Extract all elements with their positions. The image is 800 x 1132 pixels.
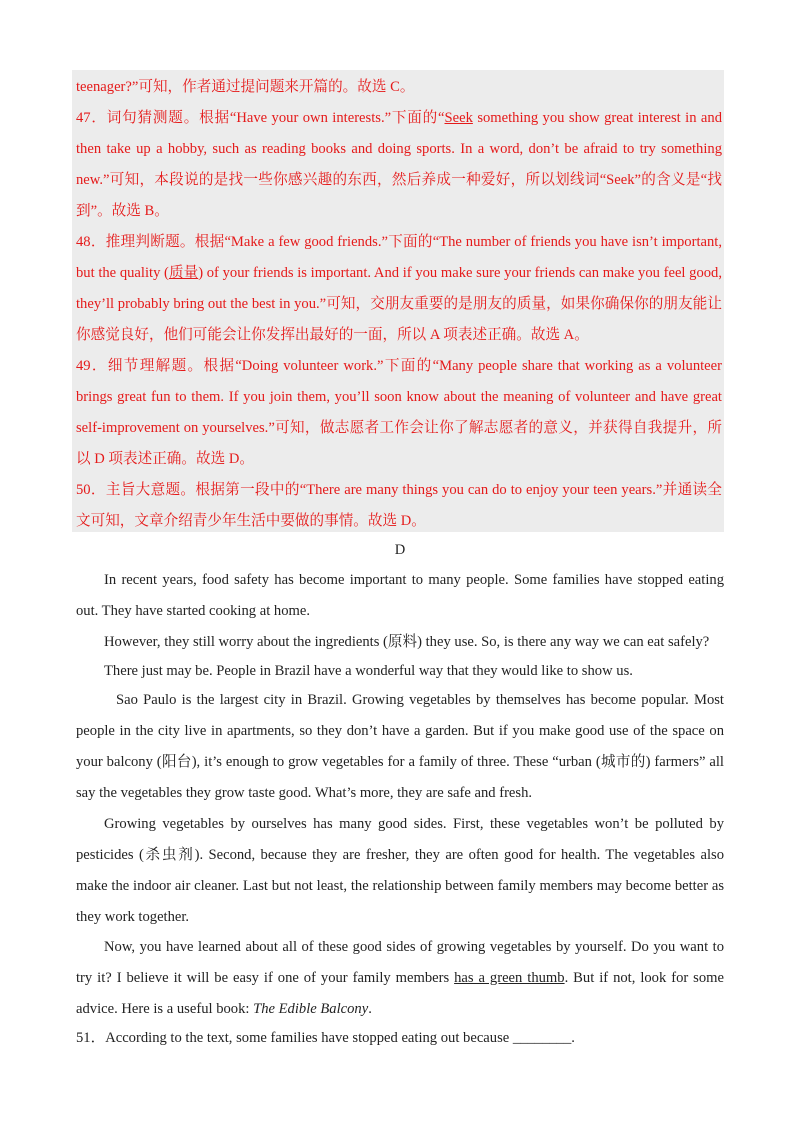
passage-paragraph-5: Growing vegetables by ourselves has many good sides. First, these vegetables won’t be polluted by pesticides (杀虫剂). Second, because they are fresher, they are often good for health. The vegetables also make the indoor air cleaner. Last but not least, the relationship between family members may become better as they work together. xyxy=(76,816,724,925)
answer-49: 49．细节理解题。根据“Doing volunteer work.”下面的“Many people share that working as a volunteer brings great fun to them. If you join them, you’ll soon know about the meaning of volunteer and have great self-improvement on yourselves.”可知，做志愿者工作会让你了解志愿者的意义，并获得自我提升，所以 D 项表述正确。故选 D。 xyxy=(76,358,722,467)
passage-paragraph-2: However, they still worry about the ingredients (原料) they use. So, is there any way we can eat safely? xyxy=(104,634,710,650)
passage-paragraph-6 xyxy=(76,932,724,1025)
answer-48 xyxy=(76,227,722,351)
answer-47-pre: 47．词句猜测题。根据“Have your own interests.”下面的“ xyxy=(76,110,445,126)
answer-47-underlined-word: Seek xyxy=(444,110,473,126)
paragraph-6-mid: . But if not, look for some advice. Here is a useful book: xyxy=(76,970,724,1017)
paragraph-6-pre: Now, you have learned about all of these good sides of growing vegetables by yourself. Do you want to try it? I believe it will be easy if one of your family members xyxy=(76,939,724,986)
passage-title: D xyxy=(394,542,406,558)
passage-paragraph-3: There just may be. People in Brazil have a wonderful way that they would like to show us. xyxy=(104,663,633,679)
passage-paragraph-4: Sao Paulo is the largest city in Brazil. Growing vegetables by themselves has become popular. Most people in the city live in apartments, so they don’t have a garden. But if you make good use of the space on your balcony (阳台), it’s enough to grow vegetables for a family of three. These “urban (城市的) farmers” all say the vegetables they grow taste good. What’s more, they are safe and fresh. xyxy=(76,692,724,801)
book-title: The Edible Balcony xyxy=(253,1001,369,1017)
passage-paragraph-1: In recent years, food safety has become important to many people. Some families have stopped eating out. They have started cooking at home. xyxy=(76,572,724,619)
answer-50: 50．主旨大意题。根据第一段中的“There are many things you can do to enjoy your teen years.”并通读全文可知，文章介绍青少年生活中要做的事情。故选 D。 xyxy=(76,482,722,529)
answer-48-pre: 48．推理判断题。根据“Make a few good friends.”下面的“The number of friends you have isn’t important, but the quality ( xyxy=(76,234,722,281)
answer-48-post: ) of your friends is important. And if you make sure your friends can make you feel good, they’ll probably bring out the best in you.”可知，交朋友重要的是朋友的质量，如果你确保你的朋友能让你感觉良好，他们可能会让你发挥出最好的一面，所以 A 项表述正确。故选 A。 xyxy=(76,265,722,343)
paragraph-6-end: . xyxy=(368,1001,372,1017)
underlined-phrase: has a green thumb xyxy=(454,970,565,986)
answer-48-underlined-word: 质量 xyxy=(168,265,199,281)
answer-47 xyxy=(76,103,722,227)
answer-46-tail: teenager?”可知，作者通过提问题来开篇的。故选 C。 xyxy=(76,79,415,95)
question-51: 51．According to the text, some families have stopped eating out because ________. xyxy=(76,1030,575,1046)
answer-47-post: something you show great interest in and then take up a hobby, such as reading books and doing sports. In a word, don’t be afraid to try something new.”可知，本段说的是找一些你感兴趣的东西，然后养成一种爱好，所以划线词“Seek”的含义是“找到”。故选 B。 xyxy=(76,110,722,219)
